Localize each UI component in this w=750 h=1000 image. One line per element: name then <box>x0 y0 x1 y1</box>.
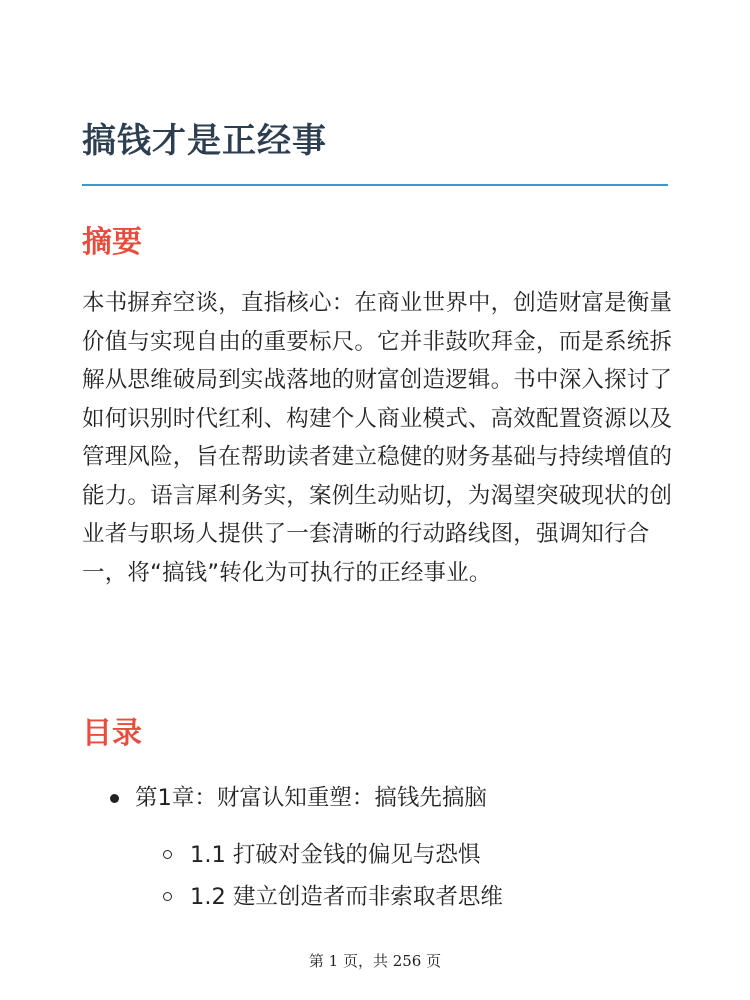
toc-heading: 目录 <box>82 716 142 751</box>
toc-section-1-1[interactable]: 1.1 打破对金钱的偏见与恐惧 <box>190 842 481 868</box>
toc-section-1-2[interactable]: 1.2 建立创造者而非索取者思维 <box>190 884 503 910</box>
circle-bullet-icon <box>163 850 172 859</box>
toc-chapter-1[interactable]: 第1章：财富认知重塑：搞钱先搞脑 <box>135 785 487 811</box>
summary-paragraph: 本书摒弃空谈，直指核心：在商业世界中，创造财富是衡量价值与实现自由的重要标尺。它并非鼓吹拜金，而是系统拆解从思维破局到实战落地的财富创造逻辑。书中深入探讨了如何识别时代红利、构建个人商业模式、高效配置资源以及管理风险，旨在帮助读者建立稳健的财务基础与持续增值的能力。语言犀利务实，案例生动贴切，为渴望突破现状的创业者与职场人提供了一套清晰的行动路线图，强调知行合一，将“搞钱”转化为可执行的正经事业。 <box>82 290 673 586</box>
summary-heading: 摘要 <box>82 225 142 260</box>
book-title: 搞钱才是正经事 <box>82 121 327 161</box>
disc-bullet-icon <box>110 794 119 803</box>
title-divider <box>82 184 668 186</box>
page-number: 第 1 页，共 256 页 <box>308 952 442 970</box>
circle-bullet-icon <box>163 892 172 901</box>
